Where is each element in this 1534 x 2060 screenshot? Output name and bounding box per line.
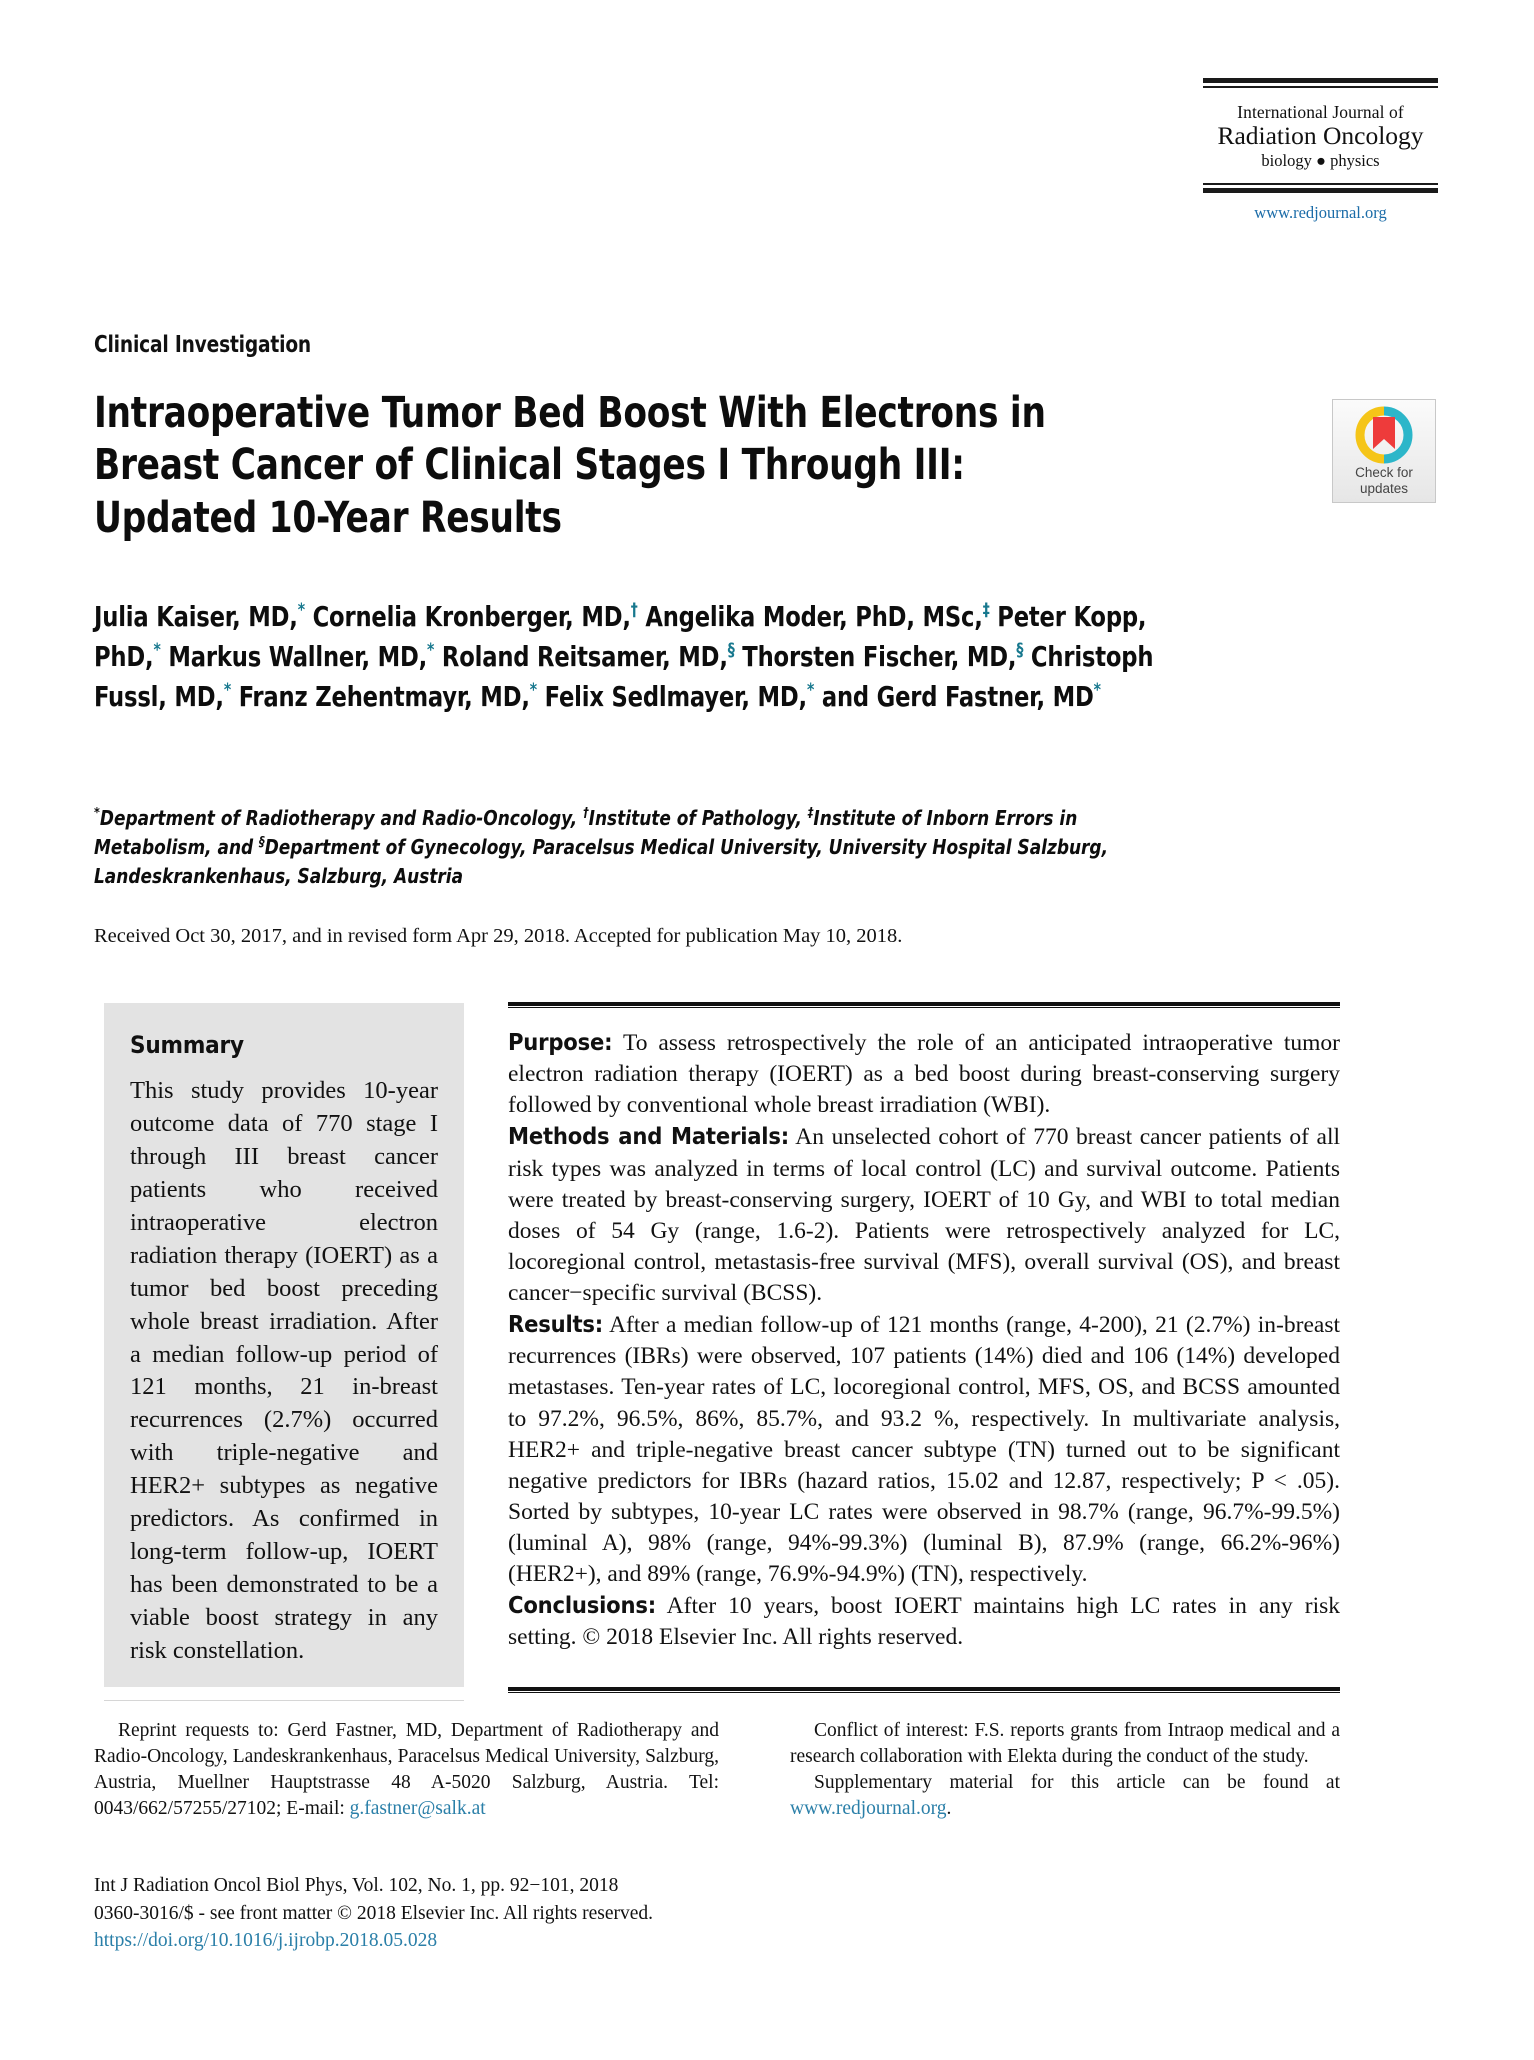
- abstract-rule-top: [508, 1002, 1340, 1008]
- abstract-methods: [508, 1121, 1340, 1309]
- journal-name-line3: [1203, 151, 1438, 172]
- abstract-conclusions-label: Conclusions:: [508, 1591, 656, 1620]
- journal-citation-block: [94, 1872, 794, 1955]
- crossmark-logo-icon: [1355, 406, 1413, 464]
- crossmark-check-for-updates-badge[interactable]: [1332, 399, 1436, 503]
- supplementary-material-link[interactable]: www.redjournal.org: [790, 1797, 947, 1819]
- journal-name-line1: International Journal of: [1237, 102, 1404, 122]
- abstract-methods-text: An unselected cohort of 770 breast cancer patients of all risk types was analyzed in terms of local control (LC) and survival outcome. Patients were treated by breast-conserving surgery, IOERT of 10 Gy, and WBI to total median doses of 54 Gy (range, 1.6-2). Patients were retrospectively analyzed for LC, locoregional control, metastasis-free survival (MFS), overall survival (OS), and breast cancer−specific survival (BCSS).: [508, 1124, 1341, 1306]
- abstract-methods-label: Methods and Materials:: [508, 1122, 789, 1151]
- journal-masthead: [1203, 78, 1438, 223]
- abstract-purpose-text: To assess retrospectively the role of an anticipated intraoperative tumor electron radiation therapy (IOERT) as a bed boost during breast-conserving surgery followed by conventional whole breast irradiation (WBI).: [508, 1030, 1340, 1119]
- journal-subject-physics: physics: [1330, 150, 1380, 170]
- affiliation-list: *Department of Radiotherapy and Radio-Oncology, †Institute of Pathology, ‡Institute of Inborn Errors in Metabolism, and §Department of Gynecology, Paracelsus Medical University, University Hospital Salzburg, Landeskrankenhaus, Salzburg, Austria: [94, 805, 1109, 889]
- author-list: Julia Kaiser, MD,* Cornelia Kronberger, MD,† Angelika Moder, PhD, MSc,‡ Peter Kopp, PhD,* Markus Wallner, MD,* Roland Reitsamer, MD,§ Thorsten Fischer, MD,§ Christoph Fussl, MD,* Franz Zehentmayr, MD,* Felix Sedlmayer, MD,* and Gerd Fastner, MD*: [94, 600, 1154, 714]
- supplementary-text: Supplementary material for this article can be found at: [814, 1771, 1340, 1793]
- journal-subject-biology: biology: [1261, 150, 1312, 170]
- page-title: Intraoperative Tumor Bed Boost With Electrons in Breast Cancer of Clinical Stages I Through III: Updated 10-Year Results: [94, 389, 1046, 543]
- masthead-rule-top: [1203, 78, 1438, 88]
- section-kicker: Clinical Investigation: [94, 330, 312, 358]
- journal-name-line2: Radiation Oncology: [1217, 121, 1424, 151]
- reprint-paragraph: [94, 1718, 719, 1822]
- received-dates: Received Oct 30, 2017, and in revised form Apr 29, 2018. Accepted for publication May 10, 2018.: [94, 925, 903, 947]
- footnote-conflict-of-interest: [790, 1718, 1340, 1822]
- crossmark-label-line2: updates: [1359, 481, 1409, 497]
- citation-volume-line: Int J Radiation Oncol Biol Phys, Vol. 102, No. 1, pp. 92−101, 2018: [94, 1875, 619, 1896]
- supplementary-paragraph: [790, 1770, 1340, 1822]
- footnote-separator: [104, 1700, 464, 1701]
- summary-body: This study provides 10-year outcome data of 770 stage I through III breast cancer patients who received intraoperative electron radiation therapy (IOERT) as a tumor bed boost preceding whole breast irradiation. After a median follow-up period of 121 months, 21 in-breast recurrences (2.7%) occurred with triple-negative and HER2+ subtypes as negative predictors. As confirmed in long-term follow-up, IOERT has been demonstrated to be a viable boost strategy in any risk constellation.: [130, 1077, 438, 1664]
- supplementary-tail: .: [946, 1797, 952, 1819]
- reprint-text: Reprint requests to: Gerd Fastner, MD, Department of Radiotherapy and Radio-Oncology, Landeskrankenhaus, Paracelsus Medical University, Salzburg, Austria, Muellner Hauptstrasse 48 A-5020 Salzburg, Austria. Tel: 0043/662/57255/27102; E-mail:: [94, 1720, 719, 1819]
- journal-website-link[interactable]: www.redjournal.org: [1254, 203, 1387, 223]
- conflict-paragraph: Conflict of interest: F.S. reports grants from Intraop medical and a research collaboration with Elekta during the conduct of the study.: [790, 1720, 1340, 1767]
- abstract-purpose-label: Purpose:: [508, 1028, 613, 1056]
- abstract-conclusions: [508, 1590, 1340, 1653]
- abstract-results-text: After a median follow-up of 121 months (range, 4-200), 21 (2.7%) in-breast recurrences (IBRs) were observed, 107 patients (14%) died and 106 (14%) developed metastases. Ten-year rates of LC, locoregional control, MFS, OS, and BCSS amounted to 97.2%, 96.5%, 86%, 85.7%, and 93.2 %, respectively. In multivariate analysis, HER2+ and triple-negative breast cancer subtype (TN) turned out to be significant negative predictors for IBRs (hazard ratios, 15.02 and 12.87, respectively; P < .05). Sorted by subtypes, 10-year LC rates were observed in 98.7% (range, 96.7%-99.5%) (luminal A), 98% (range, 94%-99.3%) (luminal B), 87.9% (range, 66.2%-96%) (HER2+), and 89% (range, 76.9%-94.9%) (TN), respectively.: [508, 1312, 1340, 1588]
- citation-copyright-line: 0360-3016/$ - see front matter © 2018 Elsevier Inc. All rights reserved.: [94, 1902, 654, 1924]
- footnote-reprint-requests: [94, 1718, 719, 1822]
- crossmark-label-line1: Check for: [1355, 465, 1413, 480]
- masthead-rule-bottom: [1203, 183, 1438, 193]
- abstract-results: [508, 1309, 1340, 1590]
- abstract-results-label: Results:: [508, 1310, 604, 1339]
- doi-link[interactable]: https://doi.org/10.1016/j.ijrobp.2018.05.028: [94, 1930, 438, 1952]
- abstract: [508, 1027, 1340, 1654]
- abstract-purpose: [508, 1027, 1340, 1121]
- contact-email-link[interactable]: g.fastner@salk.at: [349, 1797, 486, 1819]
- bullet-separator-icon: ●: [1315, 150, 1326, 170]
- summary-heading: Summary: [130, 1031, 244, 1059]
- summary-box: [104, 1003, 464, 1687]
- abstract-conclusions-text: After 10 years, boost IOERT maintains high LC rates in any risk setting. © 2018 Elsevier Inc. All rights reserved.: [508, 1593, 1340, 1651]
- abstract-rule-bottom: [508, 1687, 1340, 1693]
